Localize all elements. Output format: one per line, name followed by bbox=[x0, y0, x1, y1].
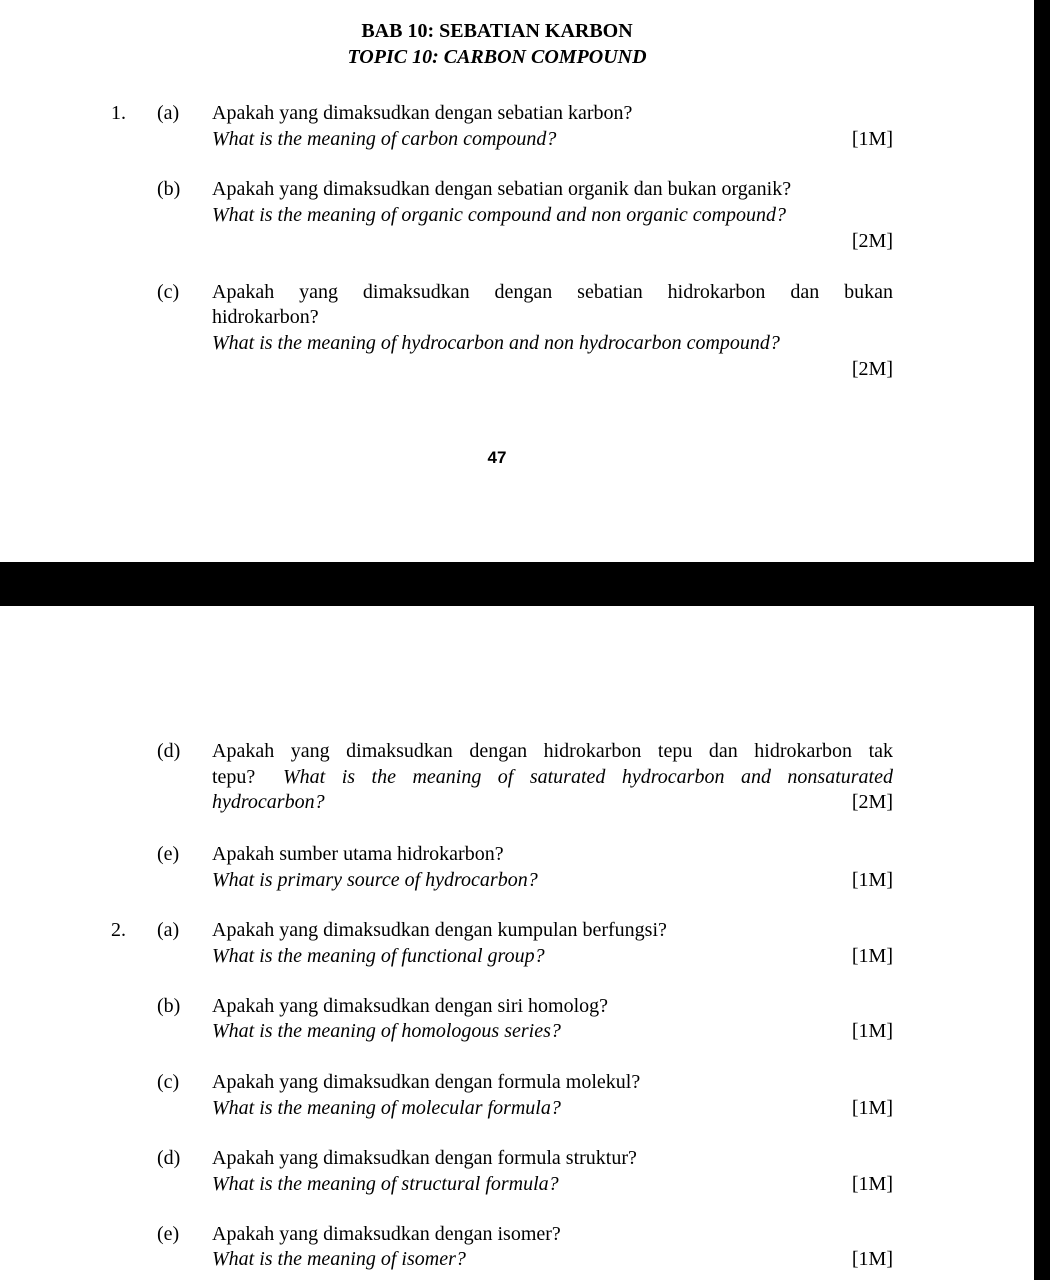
question-2e-marks: [1M] bbox=[851, 1248, 893, 1270]
question-2a-english: What is the meaning of functional group? bbox=[212, 945, 545, 967]
question-1c-marks: [2M] bbox=[851, 358, 893, 380]
question-2c-malay: Apakah yang dimaksudkan dengan formula molekul? bbox=[212, 1071, 641, 1093]
question-1e-marks: [1M] bbox=[851, 869, 893, 891]
question-2b-label: (b) bbox=[157, 995, 181, 1017]
question-1d-line3: hydrocarbon? bbox=[212, 791, 325, 813]
question-2b-english: What is the meaning of homologous series? bbox=[212, 1020, 561, 1042]
question-2c-marks: [1M] bbox=[851, 1097, 893, 1119]
question-1e-english: What is primary source of hydrocarbon? bbox=[212, 869, 538, 891]
document-page-2 bbox=[0, 606, 1034, 1280]
question-1c-malay-line1: Apakah yang dimaksudkan dengan sebatian hidrokarbon dan bukan bbox=[212, 281, 893, 303]
question-2d-marks: [1M] bbox=[851, 1173, 893, 1195]
question-1d-label: (d) bbox=[157, 740, 181, 762]
page-number: 47 bbox=[487, 448, 507, 467]
question-2a-label: (a) bbox=[157, 919, 180, 941]
question-2e-english: What is the meaning of isomer? bbox=[212, 1248, 466, 1270]
chapter-title-english: TOPIC 10: CARBON COMPOUND bbox=[347, 46, 647, 68]
question-2-number: 2. bbox=[111, 919, 126, 941]
question-1d-line2-malay: tepu? bbox=[212, 766, 256, 788]
question-1b-malay: Apakah yang dimaksudkan dengan sebatian organik dan bukan organik? bbox=[212, 178, 792, 200]
chapter-title-malay: BAB 10: SEBATIAN KARBON bbox=[361, 20, 633, 42]
question-1b-label: (b) bbox=[157, 178, 181, 200]
question-1a-label: (a) bbox=[157, 102, 180, 124]
question-1b-marks: [2M] bbox=[851, 230, 893, 252]
question-1c-malay-line2: hidrokarbon? bbox=[212, 306, 319, 328]
question-1d-marks: [2M] bbox=[851, 791, 893, 813]
question-2c-label: (c) bbox=[157, 1071, 180, 1093]
question-1e-label: (e) bbox=[157, 843, 180, 865]
document-page-1 bbox=[0, 0, 1034, 562]
question-2e-malay: Apakah yang dimaksudkan dengan isomer? bbox=[212, 1223, 561, 1245]
question-2a-malay: Apakah yang dimaksudkan dengan kumpulan berfungsi? bbox=[212, 919, 667, 941]
question-2b-marks: [1M] bbox=[851, 1020, 893, 1042]
question-2e-label: (e) bbox=[157, 1223, 180, 1245]
question-1a-english: What is the meaning of carbon compound? bbox=[212, 128, 557, 150]
question-1e-malay: Apakah sumber utama hidrokarbon? bbox=[212, 843, 504, 865]
question-2d-english: What is the meaning of structural formula? bbox=[212, 1173, 559, 1195]
question-1a-malay: Apakah yang dimaksudkan dengan sebatian karbon? bbox=[212, 102, 633, 124]
question-1c-label: (c) bbox=[157, 281, 180, 303]
question-2b-malay: Apakah yang dimaksudkan dengan siri homolog? bbox=[212, 995, 609, 1017]
question-2c-english: What is the meaning of molecular formula? bbox=[212, 1097, 561, 1119]
question-2d-label: (d) bbox=[157, 1147, 181, 1169]
question-1c-english: What is the meaning of hydrocarbon and non hydrocarbon compound? bbox=[212, 332, 780, 354]
question-1b-english: What is the meaning of organic compound and non organic compound? bbox=[212, 204, 787, 226]
question-1a-marks: [1M] bbox=[851, 128, 893, 150]
question-2a-marks: [1M] bbox=[851, 945, 893, 967]
question-1d-line1: Apakah yang dimaksudkan dengan hidrokarbon tepu dan hidrokarbon tak bbox=[212, 740, 893, 762]
question-1d-line2-english: What is the meaning of saturated hydrocarbon and nonsaturated bbox=[283, 766, 893, 788]
question-1-number: 1. bbox=[111, 102, 126, 124]
question-2d-malay: Apakah yang dimaksudkan dengan formula struktur? bbox=[212, 1147, 637, 1169]
